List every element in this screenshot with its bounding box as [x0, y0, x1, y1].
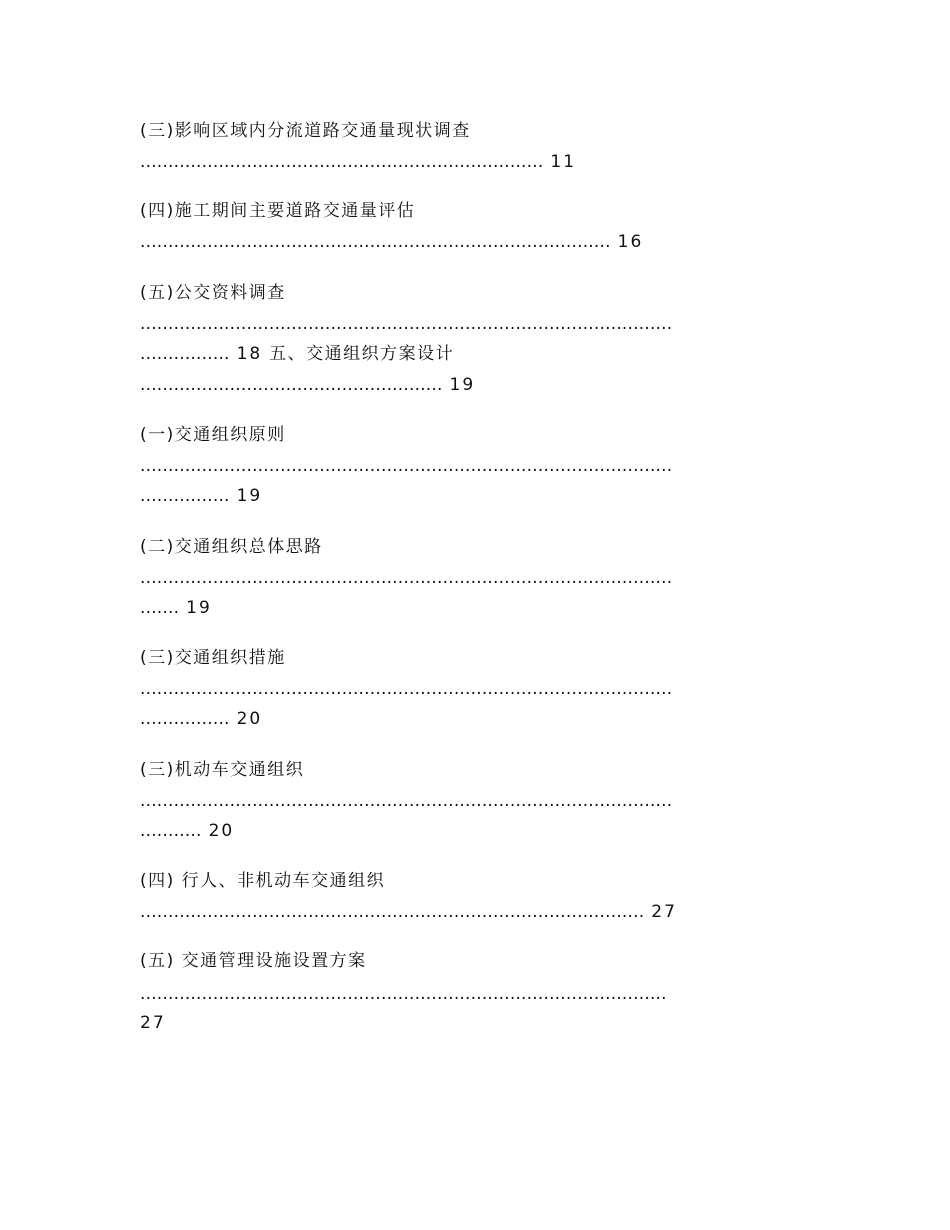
toc-dot-leader: ........................................................................: [140, 152, 544, 172]
toc-entry-title: (四)施工期间主要道路交通量评估: [140, 201, 416, 221]
toc-page-number: 16: [617, 232, 644, 252]
toc-dot-leader: ...........: [140, 821, 202, 841]
toc-dot-leader: ...............................................................................................: [140, 568, 673, 588]
toc-page-number: 27: [651, 902, 677, 922]
toc-dot-leader: ................: [140, 344, 230, 364]
toc-entry-title: (三)影响区域内分流道路交通量现状调查: [140, 121, 471, 141]
toc-dot-leader: .......: [140, 598, 180, 618]
toc-entry-title: (三)机动车交通组织: [140, 760, 305, 780]
toc-leader-line: [140, 455, 672, 477]
toc-page-number: 19: [236, 486, 263, 506]
toc-dot-leader: ....................................................................................: [140, 232, 611, 252]
toc-dot-leader: ...............................................................................................: [140, 679, 673, 699]
toc-dot-leader: ...............................................................................................: [140, 456, 673, 476]
toc-entry-title: 五、交通组织方案设计: [269, 344, 455, 364]
toc-leader-line: [140, 1012, 166, 1034]
toc-leader-line: [140, 151, 576, 173]
toc-leader-line: [140, 983, 667, 1005]
toc-leader-line: [140, 678, 672, 700]
toc-dot-leader: ...............................................................................................: [140, 791, 673, 811]
toc-dot-leader: ...............................................................................................: [140, 314, 673, 334]
toc-entry-title: (三)交通组织措施: [140, 648, 286, 668]
toc-dot-leader: ................: [140, 709, 230, 729]
toc-dot-leader: ......................................................: [140, 375, 443, 395]
toc-page-number: 20: [236, 709, 263, 729]
toc-leader-line: [140, 820, 234, 842]
toc-dot-leader: ................: [140, 486, 230, 506]
toc-entry-title: (四) 行人、非机动车交通组织: [140, 871, 386, 891]
toc-leader-line: [140, 374, 475, 396]
toc-page-number: 11: [550, 152, 577, 172]
toc-leader-line: [140, 790, 672, 812]
toc-leader-line: [140, 485, 262, 507]
toc-leader-line: [140, 313, 672, 335]
toc-page-number: 20: [208, 821, 235, 841]
toc-entry-title: (一)交通组织原则: [140, 425, 286, 445]
toc-page-number: 19: [449, 375, 476, 395]
toc-dot-leader: ..............................................................................................: [140, 984, 667, 1004]
toc-page-number: 18: [236, 344, 263, 364]
toc-entry-title: (五) 交通管理设施设置方案: [140, 951, 367, 971]
toc-leader-line: [140, 231, 643, 253]
toc-page-number: 19: [186, 598, 212, 618]
toc-dot-leader: ..........................................................................................: [140, 902, 645, 922]
toc-entry-title: (二)交通组织总体思路: [140, 537, 323, 557]
toc-leader-line: [140, 708, 262, 730]
toc-page-number: 27: [140, 1013, 166, 1033]
toc-entry-title: (五)公交资料调查: [140, 283, 286, 303]
toc-leader-line: [140, 597, 212, 619]
toc-leader-line: [140, 567, 672, 589]
toc-leader-line: [140, 901, 677, 923]
toc-leader-line: [140, 343, 454, 365]
